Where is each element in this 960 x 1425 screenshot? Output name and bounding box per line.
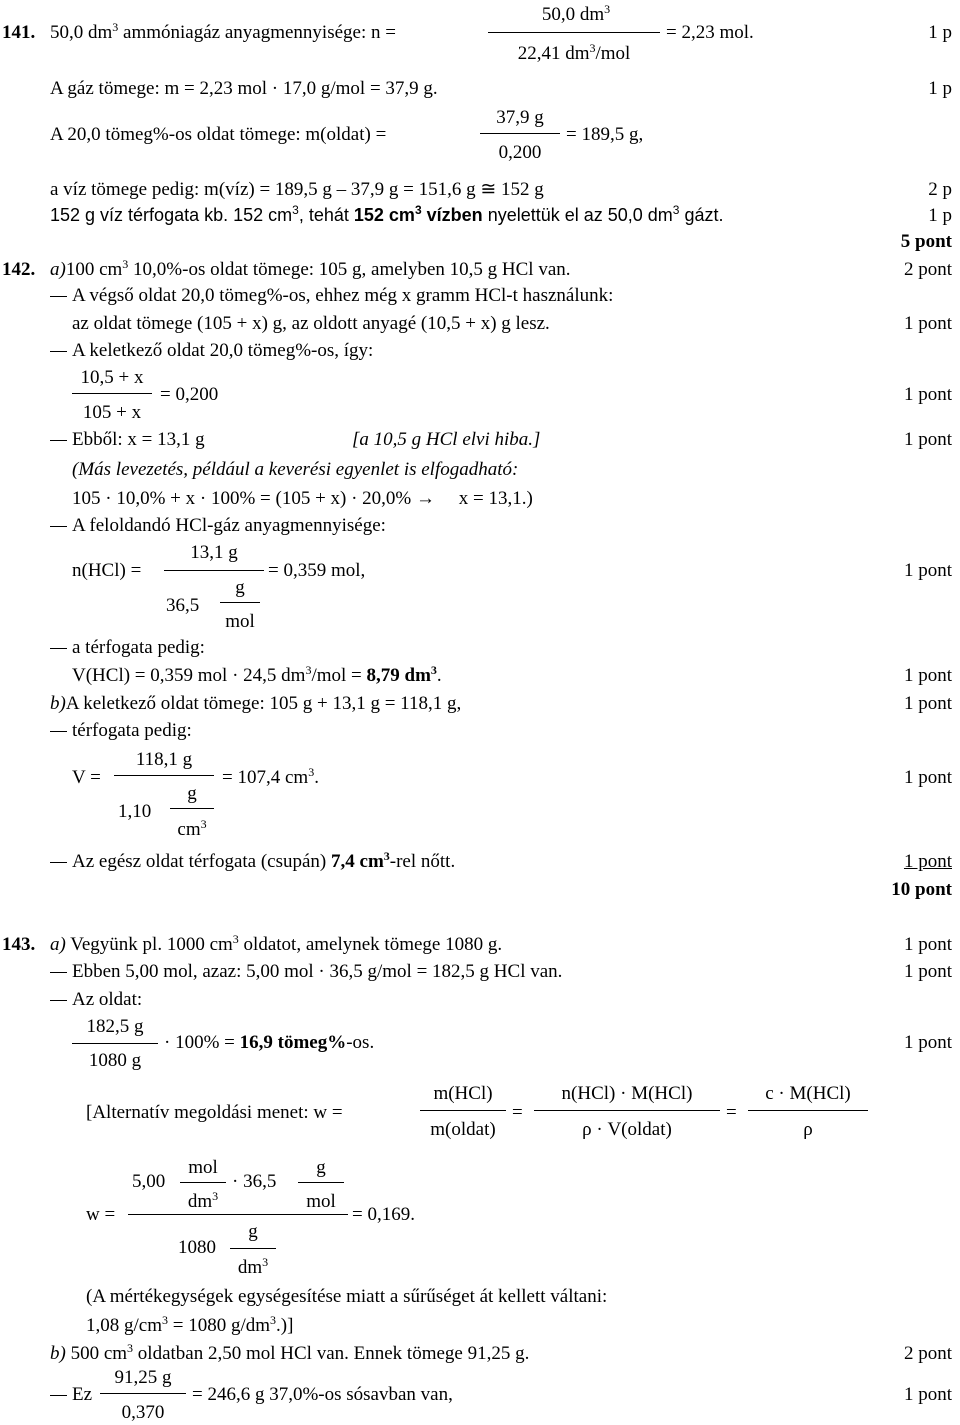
p142-points6: 1 pont <box>903 429 952 450</box>
p143-line8: b) 500 $cm^3$ oldatban 2,50 mol HCl van. Ennek tömege 91,25 g. <box>50 1341 530 1364</box>
p143-alt-n1: m(HCl) <box>433 1083 493 1104</box>
p143-alt-label: [Alternatív megoldási menet: w = <box>86 1102 343 1123</box>
p142-line12: V(HCl) = 0,359 mol · 24,5 $dm^3$/mol = 8,79 $dm^3$. <box>72 663 442 686</box>
p142-line2: A végső oldat 20,0 tömeg%-os, ehhez még x gramm HCl-t használunk: <box>72 285 614 306</box>
p143-frac-result: · 100% = 16,9 tömeg%-os. <box>164 1032 375 1053</box>
fraction-bar <box>298 1182 344 1183</box>
p143-frac-den: 1080 g <box>88 1050 142 1071</box>
p142-fraction-num: 10,5 + x <box>80 367 144 388</box>
problem-number-141: 141. <box>2 22 36 43</box>
p141-line4: a víz tömege pedig: m(víz) = 189,5 g – 37,9 g = 151,6 g ≅ 152 g <box>50 179 544 200</box>
fraction-bar <box>114 775 214 776</box>
p142-line16: Az egész oldat térfogata (csupán) 7,4 $cm^3$-rel nőtt. <box>72 849 456 872</box>
p142-line6-note: [a 10,5 g HCl elvi hiba.] <box>352 429 541 450</box>
p142-n-num: 13,1 g <box>190 542 238 563</box>
p143-line1: a) Vegyünk pl. 1000 $cm^3$ oldatot, amelynek tömege 1080 g. <box>50 932 503 955</box>
p143-w-n1: mol <box>188 1157 218 1178</box>
p142-v-num: 118,1 g <box>135 749 193 770</box>
p143-line2: Ebben 5,00 mol, azaz: 5,00 mol · 36,5 g/mol = 182,5 g HCl van. <box>72 961 563 982</box>
p143-w-n2b: · 36,5 <box>232 1171 277 1192</box>
p143-l9-den: 0,370 <box>121 1402 165 1423</box>
bullet-dash <box>50 972 67 973</box>
p142-line9: A feloldandó HCl-gáz anyagmennyisége: <box>72 515 386 536</box>
p142-n-den-mol: mol <box>225 611 255 632</box>
p143-w-n1b: 5,00 <box>132 1171 166 1192</box>
p142-v-den-g: g <box>187 783 197 804</box>
p143-alt-n2: n(HCl) · M(HCl) <box>561 1083 693 1104</box>
p142-fraction-den: 105 + x <box>82 402 142 423</box>
problem-number-142: 142. <box>2 259 36 280</box>
p141-line5: 152 g víz térfogata kb. 152 $cm^3$, tehát 152 $cm^3$ vízben nyelettük el az 50,0 $dm^3$ gázt. <box>50 203 724 225</box>
p141-line3: A 20,0 tömeg%-os oldat tömege: m(oldat) = <box>50 124 387 145</box>
p143-w-label: w = <box>86 1204 116 1225</box>
p142-n-den-g: g <box>235 577 245 598</box>
p142-line6: Ebből: x = 13,1 g <box>72 429 205 450</box>
p142-points10: 1 pont <box>903 560 952 581</box>
p143-alt-d1: m(oldat) <box>430 1119 496 1140</box>
bullet-dash <box>50 731 67 732</box>
p142-points12: 1 pont <box>903 665 952 686</box>
p142-v-den-cm: $cm^3$ <box>177 817 207 840</box>
p142-points16: 1 pont <box>903 851 952 872</box>
p141-points1: 1 p <box>928 22 952 43</box>
fraction-bar <box>534 1110 720 1111</box>
bullet-dash <box>50 1000 67 1001</box>
p142-line8: 105 · 10,0% + x · 100% = (105 + x) · 20,0% → x = 13,1.) <box>72 488 533 509</box>
p141-points4: 2 p <box>928 179 952 200</box>
p142-n-label: n(HCl) = <box>72 560 142 581</box>
fraction-bar <box>748 1110 868 1111</box>
fraction-bar <box>100 1393 186 1394</box>
p142-fraction-result: = 0,200 <box>160 384 219 405</box>
fraction-bar <box>72 1043 158 1044</box>
p142-points5: 1 pont <box>903 384 952 405</box>
p141-total: 5 pont <box>900 231 952 252</box>
p143-points4: 1 pont <box>903 1032 952 1053</box>
bullet-dash <box>50 862 67 863</box>
p142-n-result: = 0,359 mol, <box>268 560 366 581</box>
fraction-bar <box>480 133 560 134</box>
p143-alt-d3: ρ <box>803 1119 813 1140</box>
p143-line7: 1,08 $g/cm^3 = 1080$ $g/dm^3$.)] <box>86 1313 294 1336</box>
bullet-dash <box>50 526 67 527</box>
fraction-bar <box>164 570 264 571</box>
p143-points2: 1 pont <box>903 961 952 982</box>
bullet-dash <box>50 440 67 441</box>
equals-sign: = <box>726 1102 737 1123</box>
p142-v-den: 1,10 <box>118 801 152 822</box>
p141-line1: 50,0 $dm^3$ ammóniagáz anyagmennyisége: n = <box>50 20 396 43</box>
p141-fraction3-num: 37,9 g <box>496 107 544 128</box>
p142-points1: 2 pont <box>903 259 952 280</box>
p141-points5: 1 p <box>928 205 952 226</box>
fraction-bar <box>488 32 660 33</box>
p143-l9-num: 91,25 g <box>114 1367 172 1388</box>
p143-l9-result: = 246,6 g 37,0%-os sósavban van, <box>192 1384 453 1405</box>
p143-w-n2: g <box>316 1157 326 1178</box>
p141-fraction-denominator: 22,41 $dm^3$/mol <box>517 41 631 64</box>
bullet-dash <box>50 1395 67 1396</box>
p142-points3: 1 pont <box>903 313 952 334</box>
p143-w-result: = 0,169. <box>352 1204 415 1225</box>
p142-line13: b)A keletkező oldat tömege: 105 g + 13,1 g = 118,1 g, <box>50 693 462 714</box>
p142-line11: a térfogata pedig: <box>72 637 205 658</box>
bullet-dash <box>50 351 67 352</box>
fraction-bar <box>420 1110 506 1111</box>
p141-result1: = 2,23 mol. <box>666 22 754 43</box>
p143-points9: 1 pont <box>903 1384 952 1405</box>
bullet-dash <box>50 296 67 297</box>
p143-alt-d2: ρ · V(oldat) <box>582 1119 672 1140</box>
p143-line9-label: Ez <box>72 1384 93 1405</box>
fraction-bar <box>230 1248 276 1249</box>
p143-line3: Az oldat: <box>72 989 143 1010</box>
p143-w-n2c: mol <box>306 1191 336 1212</box>
p143-w-d1: g <box>248 1221 258 1242</box>
p143-alt-n3: c · M(HCl) <box>765 1083 851 1104</box>
p142-line4: A keletkező oldat 20,0 tömeg%-os, így: <box>72 340 374 361</box>
p142-line7: (Más levezetés, például a keverési egyenlet is elfogadható: <box>72 459 519 480</box>
p142-line3: az oldat tömege (105 + x) g, az oldott anyagé (10,5 + x) g lesz. <box>72 313 550 334</box>
bullet-dash <box>50 648 67 649</box>
p142-line1: a)100 $cm^3$ 10,0%-os oldat tömege: 105 g, amelyben 10,5 g HCl van. <box>50 257 571 280</box>
p142-v-result: = 107,4 $cm^3$. <box>222 765 319 788</box>
p143-frac-num: 182,5 g <box>86 1016 144 1037</box>
p142-v-label: V = <box>72 767 101 788</box>
p143-points8: 2 pont <box>903 1343 952 1364</box>
p142-total: 10 pont <box>891 879 952 900</box>
p143-w-d1c: $dm^3$ <box>237 1255 269 1278</box>
p142-n-den: 36,5 <box>166 595 200 616</box>
fraction-bar <box>170 808 214 809</box>
p141-line2: A gáz tömege: m = 2,23 mol · 17,0 g/mol = 37,9 g. <box>50 78 438 99</box>
problem-number-143: 143. <box>2 934 36 955</box>
p141-points2: 1 p <box>928 78 952 99</box>
fraction-bar <box>180 1182 226 1183</box>
p141-fraction3-den: 0,200 <box>498 142 542 163</box>
p143-w-d1b: 1080 <box>178 1237 216 1258</box>
fraction-bar <box>128 1214 348 1215</box>
p142-points13: 1 pont <box>903 693 952 714</box>
p143-w-n1c: $dm^3$ <box>187 1189 219 1212</box>
p141-result3: = 189,5 g, <box>566 124 644 145</box>
p143-points1: 1 pont <box>903 934 952 955</box>
p141-fraction-numerator: 50,0 $dm^3$ <box>541 2 611 25</box>
p142-points15: 1 pont <box>903 767 952 788</box>
p142-line14: térfogata pedig: <box>72 720 192 741</box>
fraction-bar <box>220 602 260 603</box>
fraction-bar <box>72 393 152 394</box>
p143-line6: (A mértékegységek egységesítése miatt a sűrűséget át kellett váltani: <box>86 1286 608 1307</box>
equals-sign: = <box>512 1102 523 1123</box>
